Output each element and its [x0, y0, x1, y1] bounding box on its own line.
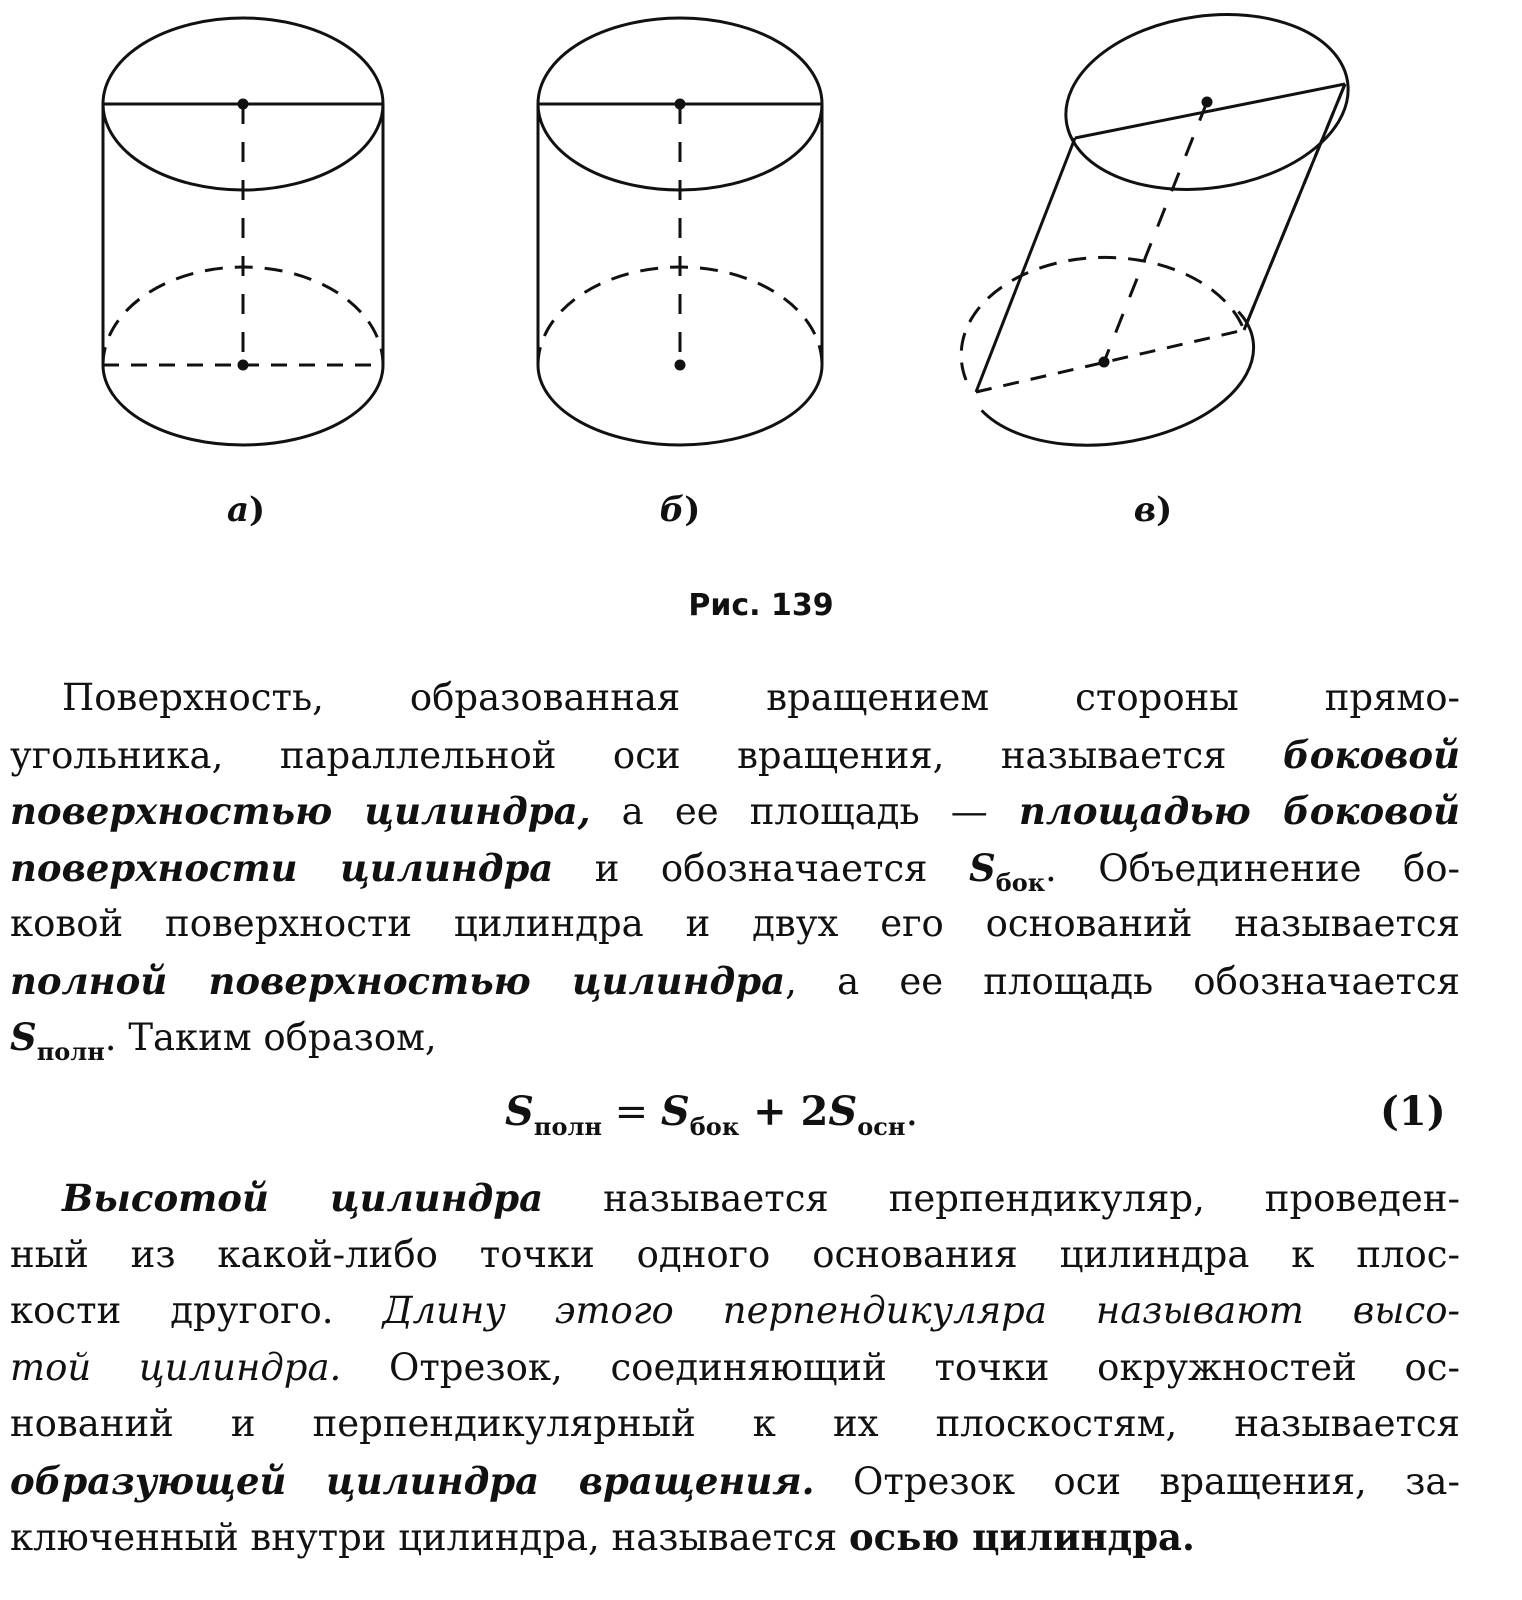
formula-1 [0, 1088, 1522, 1148]
term-lateral-area: площадью боковой [1018, 789, 1461, 833]
figure-caption: Рис. 139 [688, 588, 834, 623]
text-line: образующей цилиндра вращения. Отрезок оси вращения, за- [10, 1458, 1460, 1503]
formula-number: (1) [1380, 1088, 1446, 1135]
label-v: в) [1133, 490, 1173, 530]
text-line: Высотой цилиндра называется перпендикуляр, проведен- [62, 1176, 1460, 1220]
cylinder-b [538, 18, 822, 445]
text-line: ключенный внутри цилиндра, называется осью цилиндра. [10, 1515, 1195, 1559]
text-line: кости другого. Длину этого перпендикуляра называют высо- [10, 1289, 1460, 1332]
figure-139 [0, 0, 1522, 623]
paragraph-height [10, 1170, 1460, 1566]
term-axis: осью цилиндра. [849, 1515, 1195, 1559]
text-line: ковой поверхности цилиндра и двух его оснований называется [10, 902, 1460, 945]
text-line: поверхностью цилиндра, а ее площадь — площадью боковой [10, 789, 1461, 833]
term-lateral: боковой [1283, 732, 1460, 777]
text-line: полной поверхностью цилиндра, а ее площадь обозначается [10, 958, 1460, 1003]
text-line: ный из какой-либо точки одного основания цилиндра к плос- [10, 1232, 1460, 1276]
cylinder-v [961, 0, 1359, 461]
term-lateral-surface: поверхностью цилиндра, [10, 789, 591, 833]
text-line: угольника, параллельной оси вращения, называется боковой [10, 732, 1460, 777]
text-line: $S_{полн}$. Таким образом, [10, 1015, 437, 1066]
label-a: а) [226, 490, 266, 530]
term-lateral-surface-2: поверхности цилиндра [10, 845, 554, 890]
text-line: той цилиндра. Отрезок, соединяющий точки окружностей ос- [10, 1345, 1460, 1389]
term-generatrix: образующей цилиндра вращения. [10, 1458, 815, 1503]
label-b: б) [659, 490, 701, 530]
text-line: Поверхность, образованная вращением стороны прямо- [62, 676, 1460, 719]
formula-expression: $S_{полн} = S_{бок} + 2S_{осн}$. [505, 1088, 919, 1141]
text-line: поверхности цилиндра и обозначается $S_{бок}$. Объединение бо- [10, 845, 1460, 897]
text-line: нований и перпендикулярный к их плоскостям, называется [10, 1402, 1460, 1445]
term-full-surface: полной поверхностью цилиндра [10, 958, 786, 1003]
paragraph-surface [10, 670, 1460, 1066]
cylinders-drawing [0, 0, 1522, 480]
cylinder-a [103, 18, 383, 445]
term-height: Высотой цилиндра [62, 1176, 544, 1220]
